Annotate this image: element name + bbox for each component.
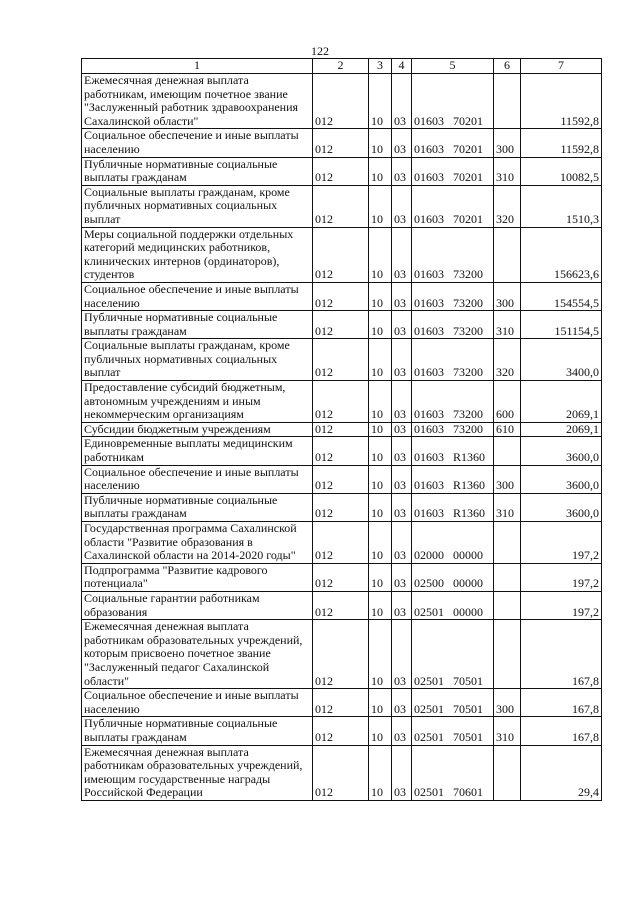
row-sum: 154554,5 <box>521 282 602 310</box>
table-row <box>82 311 602 339</box>
row-name: Публичные нормативные социальные выплаты гражданам <box>82 493 313 521</box>
page-number: 122 <box>311 44 329 58</box>
row-rz: 10 <box>369 129 392 157</box>
row-sum: 3600,0 <box>521 493 602 521</box>
row-name: Публичные нормативные социальные выплаты гражданам <box>82 717 313 745</box>
row-csr: 01603 73200 <box>412 339 494 381</box>
row-sum: 2069,1 <box>521 381 602 423</box>
row-vr: 320 <box>494 339 521 381</box>
table-row <box>82 465 602 493</box>
row-rz: 10 <box>369 493 392 521</box>
table-row <box>82 185 602 227</box>
row-name: Социальное обеспечение и иные выплаты населению <box>82 689 313 717</box>
row-csr: 01603 73200 <box>412 227 494 282</box>
row-pr: 03 <box>392 717 412 745</box>
row-ved: 012 <box>313 74 369 129</box>
row-name: Меры социальной поддержки отдельных категорий медицинских работников, клинических интернов (ординаторов), студентов <box>82 227 313 282</box>
row-vr <box>494 227 521 282</box>
row-vr: 300 <box>494 129 521 157</box>
row-name: Публичные нормативные социальные выплаты гражданам <box>82 311 313 339</box>
row-csr: 02501 00000 <box>412 591 494 619</box>
row-name: Социальное обеспечение и иные выплаты населению <box>82 282 313 310</box>
row-sum: 1510,3 <box>521 185 602 227</box>
row-rz: 10 <box>369 157 392 185</box>
row-rz: 10 <box>369 185 392 227</box>
row-ved: 012 <box>313 493 369 521</box>
row-vr <box>494 620 521 689</box>
row-pr: 03 <box>392 339 412 381</box>
header-col-1: 1 <box>82 59 313 74</box>
row-csr: 01603 R1360 <box>412 437 494 465</box>
row-vr: 300 <box>494 465 521 493</box>
header-col-2: 2 <box>313 59 369 74</box>
row-pr: 03 <box>392 422 412 437</box>
row-ved: 012 <box>313 591 369 619</box>
row-vr: 310 <box>494 493 521 521</box>
row-vr: 300 <box>494 282 521 310</box>
row-name: Ежемесячная денежная выплата работникам образовательных учреждений, которым присвоено почетное звание "Заслуженный педагог Сахалинской области" <box>82 620 313 689</box>
row-pr: 03 <box>392 689 412 717</box>
row-rz: 10 <box>369 522 392 564</box>
table-row <box>82 689 602 717</box>
row-ved: 012 <box>313 129 369 157</box>
row-vr <box>494 563 521 591</box>
row-ved: 012 <box>313 563 369 591</box>
row-name: Субсидии бюджетным учреждениям <box>82 422 313 437</box>
row-sum: 3600,0 <box>521 465 602 493</box>
row-pr: 03 <box>392 311 412 339</box>
row-sum: 167,8 <box>521 620 602 689</box>
row-sum: 10082,5 <box>521 157 602 185</box>
row-csr: 02000 00000 <box>412 522 494 564</box>
row-name: Государственная программа Сахалинской области "Развитие образования в Сахалинской области на 2014-2020 годы" <box>82 522 313 564</box>
row-pr: 03 <box>392 522 412 564</box>
row-name: Социальные выплаты гражданам, кроме публичных нормативных социальных выплат <box>82 339 313 381</box>
row-pr: 03 <box>392 185 412 227</box>
row-rz: 10 <box>369 227 392 282</box>
row-rz: 10 <box>369 465 392 493</box>
row-name: Социальное обеспечение и иные выплаты населению <box>82 129 313 157</box>
row-rz: 10 <box>369 591 392 619</box>
row-ved: 012 <box>313 282 369 310</box>
row-sum: 3600,0 <box>521 437 602 465</box>
row-name: Публичные нормативные социальные выплаты гражданам <box>82 157 313 185</box>
row-sum: 167,8 <box>521 717 602 745</box>
row-vr: 310 <box>494 717 521 745</box>
row-ved: 012 <box>313 185 369 227</box>
row-rz: 10 <box>369 339 392 381</box>
row-csr: 01603 70201 <box>412 157 494 185</box>
row-vr: 310 <box>494 157 521 185</box>
row-vr <box>494 437 521 465</box>
row-vr: 300 <box>494 689 521 717</box>
row-csr: 01603 70201 <box>412 185 494 227</box>
row-csr: 01603 73200 <box>412 422 494 437</box>
row-rz: 10 <box>369 437 392 465</box>
header-col-3: 3 <box>369 59 392 74</box>
row-pr: 03 <box>392 129 412 157</box>
row-name: Ежемесячная денежная выплата работникам образовательных учреждений, имеющим государственные награды Российской Федерации <box>82 745 313 800</box>
row-rz: 10 <box>369 282 392 310</box>
table-row <box>82 493 602 521</box>
row-pr: 03 <box>392 74 412 129</box>
row-pr: 03 <box>392 282 412 310</box>
row-csr: 02501 70501 <box>412 717 494 745</box>
row-vr: 310 <box>494 311 521 339</box>
row-ved: 012 <box>313 381 369 423</box>
row-ved: 012 <box>313 620 369 689</box>
header-col-6: 6 <box>494 59 521 74</box>
header-col-4: 4 <box>392 59 412 74</box>
row-ved: 012 <box>313 717 369 745</box>
row-csr: 02501 70501 <box>412 689 494 717</box>
table-row <box>82 563 602 591</box>
table-row <box>82 381 602 423</box>
budget-table <box>81 58 602 801</box>
row-pr: 03 <box>392 620 412 689</box>
row-pr: 03 <box>392 745 412 800</box>
row-vr <box>494 591 521 619</box>
row-sum: 197,2 <box>521 591 602 619</box>
row-ved: 012 <box>313 689 369 717</box>
row-ved: 012 <box>313 157 369 185</box>
row-csr: 01603 R1360 <box>412 465 494 493</box>
table-row <box>82 422 602 437</box>
table-row <box>82 227 602 282</box>
table-row <box>82 717 602 745</box>
row-rz: 10 <box>369 745 392 800</box>
row-sum: 2069,1 <box>521 422 602 437</box>
row-ved: 012 <box>313 339 369 381</box>
row-pr: 03 <box>392 563 412 591</box>
row-rz: 10 <box>369 717 392 745</box>
row-ved: 012 <box>313 437 369 465</box>
row-name: Социальное обеспечение и иные выплаты населению <box>82 465 313 493</box>
row-sum: 197,2 <box>521 563 602 591</box>
row-csr: 01603 70201 <box>412 129 494 157</box>
row-csr: 01603 R1360 <box>412 493 494 521</box>
row-csr: 01603 73200 <box>412 311 494 339</box>
row-rz: 10 <box>369 563 392 591</box>
row-rz: 10 <box>369 74 392 129</box>
row-name: Ежемесячная денежная выплата работникам, имеющим почетное звание "Заслуженный работник здравоохранения Сахалинской области" <box>82 74 313 129</box>
row-csr: 02500 00000 <box>412 563 494 591</box>
row-pr: 03 <box>392 591 412 619</box>
row-ved: 012 <box>313 465 369 493</box>
row-csr: 01603 70201 <box>412 74 494 129</box>
row-sum: 167,8 <box>521 689 602 717</box>
row-pr: 03 <box>392 157 412 185</box>
row-sum: 3400,0 <box>521 339 602 381</box>
row-csr: 02501 70601 <box>412 745 494 800</box>
header-col-7: 7 <box>521 59 602 74</box>
row-pr: 03 <box>392 227 412 282</box>
row-rz: 10 <box>369 689 392 717</box>
row-vr <box>494 74 521 129</box>
row-name: Социальные выплаты гражданам, кроме публичных нормативных социальных выплат <box>82 185 313 227</box>
row-rz: 10 <box>369 422 392 437</box>
header-row <box>82 59 602 74</box>
header-col-5: 5 <box>412 59 494 74</box>
row-sum: 197,2 <box>521 522 602 564</box>
row-vr: 320 <box>494 185 521 227</box>
table-row <box>82 591 602 619</box>
row-name: Подпрограмма "Развитие кадрового потенциала" <box>82 563 313 591</box>
table-row <box>82 74 602 129</box>
row-rz: 10 <box>369 381 392 423</box>
row-pr: 03 <box>392 381 412 423</box>
row-ved: 012 <box>313 227 369 282</box>
row-vr <box>494 522 521 564</box>
row-vr: 600 <box>494 381 521 423</box>
table-row <box>82 282 602 310</box>
table-row <box>82 339 602 381</box>
table-row <box>82 620 602 689</box>
row-sum: 11592,8 <box>521 74 602 129</box>
row-ved: 012 <box>313 522 369 564</box>
row-ved: 012 <box>313 422 369 437</box>
table-row <box>82 129 602 157</box>
row-name: Единовременные выплаты медицинским работникам <box>82 437 313 465</box>
row-csr: 01603 73200 <box>412 282 494 310</box>
row-rz: 10 <box>369 311 392 339</box>
row-name: Социальные гарантии работникам образования <box>82 591 313 619</box>
row-vr <box>494 745 521 800</box>
row-sum: 151154,5 <box>521 311 602 339</box>
row-vr: 610 <box>494 422 521 437</box>
row-pr: 03 <box>392 465 412 493</box>
row-ved: 012 <box>313 311 369 339</box>
table-row <box>82 157 602 185</box>
row-sum: 11592,8 <box>521 129 602 157</box>
row-rz: 10 <box>369 620 392 689</box>
row-pr: 03 <box>392 493 412 521</box>
table-row <box>82 437 602 465</box>
row-csr: 01603 73200 <box>412 381 494 423</box>
row-name: Предоставление субсидий бюджетным, автономным учреждениям и иным некоммерческим организациям <box>82 381 313 423</box>
row-csr: 02501 70501 <box>412 620 494 689</box>
row-sum: 156623,6 <box>521 227 602 282</box>
row-pr: 03 <box>392 437 412 465</box>
row-ved: 012 <box>313 745 369 800</box>
table-row <box>82 522 602 564</box>
row-sum: 29,4 <box>521 745 602 800</box>
table-row <box>82 745 602 800</box>
